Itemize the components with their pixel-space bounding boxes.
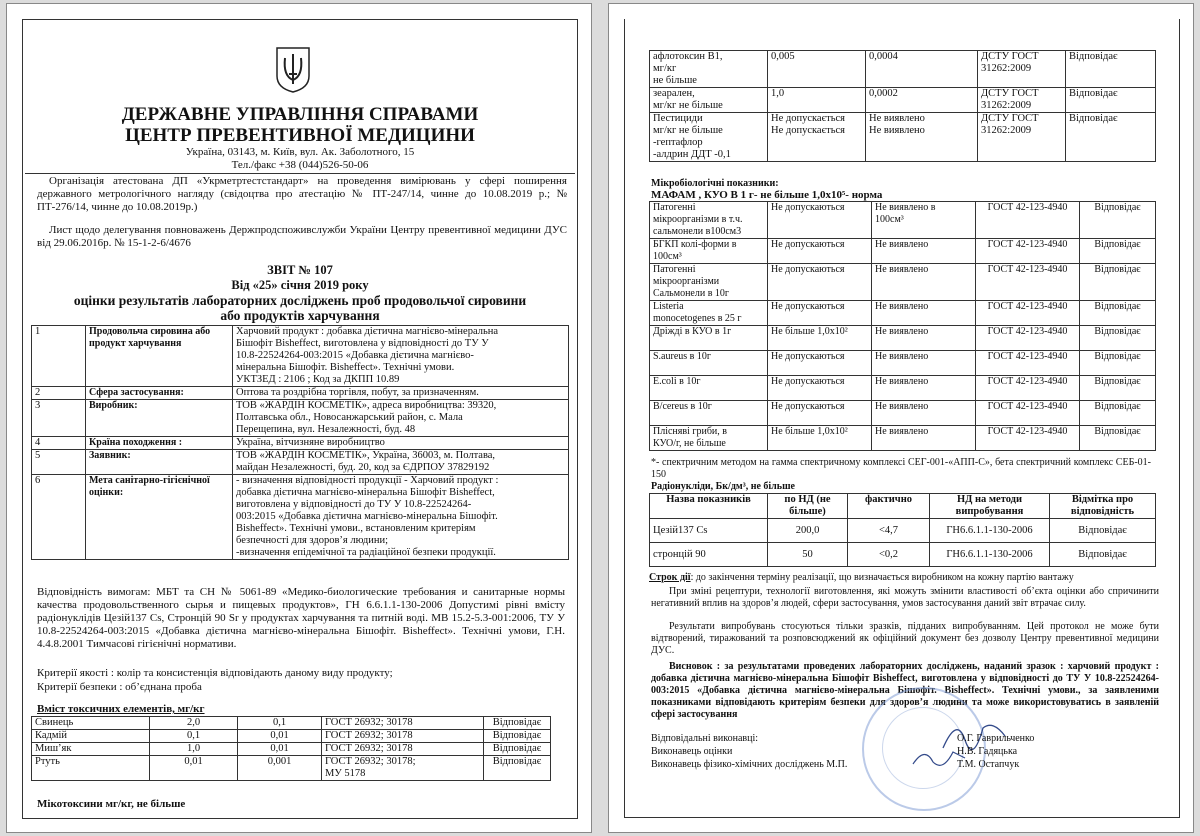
micro-result: Відповідає: [1080, 239, 1156, 264]
product-info-table: [31, 325, 569, 560]
toxic-row: [32, 743, 551, 756]
radio-header-cell: НД на методи випробування: [930, 494, 1050, 519]
cell-line: Не допускається: [771, 125, 845, 136]
toxic-method-line: ГОСТ 26932; 30178: [325, 717, 413, 728]
toxic-method-line: ГОСТ 26932; 30178: [325, 730, 413, 741]
cell-line: Полтавська обл., Новосанжарський район, с. Мала: [236, 412, 463, 423]
delegation-text: Лист щодо делегування повноважень Держпродспоживслужби України Центру превентивної медицини ДУС від 29.06.2016р. № 15-1-2-6/4676: [37, 224, 567, 249]
toxic-norm: 1,0: [150, 743, 238, 756]
indicator-actual: [866, 51, 978, 88]
mycotoxin-row: [650, 51, 1156, 88]
indicator-norm: [768, 88, 866, 113]
spectrometry-note: *- спектричним методом на гамма спектричному комплексі СЕГ-001-«АПП-С», бета спектричний комплекс СЕБ-01-150: [651, 457, 1151, 480]
cell-line: виготовлена у відповідності до ТУ У 10.8-22524264-: [236, 499, 472, 510]
micro-indicator: [650, 326, 768, 351]
micro-method: ГОСТ 42-123-4940: [976, 301, 1080, 326]
indicator-method: [978, 51, 1066, 88]
toxic-norm: 2,0: [150, 717, 238, 730]
micro-actual: [872, 239, 976, 264]
document-page-left: [6, 3, 592, 833]
header-divider: [25, 173, 575, 174]
micro-result: Відповідає: [1080, 202, 1156, 239]
toxic-element-name: Миш’як: [32, 743, 150, 756]
note-results-scope: Результати випробувань стосуються тільки зразків, підданих випробуванням. Цей протокол не може бути відтворений, тиражований та розповсюджений як офіційний документ без дозволу Центру превентивної медицини ДУС.: [651, 621, 1159, 656]
info-row-number: 6: [32, 475, 86, 560]
micro-norm: Не допускаються: [768, 202, 872, 239]
radio-cell: <4,7: [848, 519, 930, 543]
cell-line: сальмонели в100см3: [653, 226, 742, 237]
micro-row: [650, 202, 1156, 239]
document-page-right: [608, 3, 1194, 833]
mycotoxin-row: [650, 88, 1156, 113]
toxic-row: [32, 730, 551, 743]
info-row-value: [233, 475, 569, 560]
info-row-number: 1: [32, 326, 86, 387]
indicator-name: [650, 113, 768, 162]
micro-method: ГОСТ 42-123-4940: [976, 264, 1080, 301]
cell-line: - визначення відповідності продукції - Харчовий продукт :: [236, 475, 499, 486]
micro-method: ГОСТ 42-123-4940: [976, 426, 1080, 451]
coat-of-arms-icon: [273, 46, 313, 94]
cell-line: 10.8-22524264-003:2015 «Добавка дієтична магнієво-: [236, 350, 474, 361]
micro-method: ГОСТ 42-123-4940: [976, 202, 1080, 239]
cell-line: Україна, вітчизняне виробництво: [236, 437, 385, 448]
radio-header-cell: по НД (не більше): [768, 494, 848, 519]
report-subject-line2: або продуктів харчування: [220, 308, 380, 323]
indicator-result: Відповідає: [1066, 51, 1156, 88]
info-row-value: [233, 326, 569, 387]
mycotoxin-row: [650, 113, 1156, 162]
cell-line: мінеральна Бішофіт. Bisheffect». Технічні умови.: [236, 362, 455, 373]
validity-term-label: Строк дії: [649, 572, 691, 583]
radio-cell: Цезій137 Cs: [650, 519, 768, 543]
indicator-result: Відповідає: [1066, 113, 1156, 162]
cell-line: Не виявлено: [875, 426, 929, 437]
cell-line: Патогенні: [653, 264, 696, 275]
micro-actual: [872, 401, 976, 426]
cell-line: афлотоксин В1,: [653, 51, 723, 62]
micro-subtitle: МАФАМ , КУО В 1 г- не більше 1,0х10⁵- норма: [651, 189, 883, 201]
info-row: [32, 400, 569, 437]
info-row-number: 5: [32, 450, 86, 475]
cell-line: Перещепина, вул. Незалежності, буд. 48: [236, 424, 416, 435]
info-row-label: Сфера застосування:: [86, 387, 233, 400]
toxic-element-name: Свинець: [32, 717, 150, 730]
cell-line: Bisheffect». Технічні умови., встановленим критеріям: [236, 523, 476, 534]
cell-line: E.coli в 10г: [653, 376, 701, 387]
micro-norm: Не допускаються: [768, 401, 872, 426]
micro-row: [650, 326, 1156, 351]
micro-result: Відповідає: [1080, 326, 1156, 351]
signature-name: Т.М. Остапчук: [957, 759, 1020, 770]
micro-result: Відповідає: [1080, 264, 1156, 301]
toxic-result: Відповідає: [484, 717, 551, 730]
cell-line: Бішофіт Bisheffect, виготовлена у відповідності до ТУ У: [236, 338, 489, 349]
mycotoxins-title: Мікотоксини мг/кг, не більше: [37, 798, 186, 810]
info-row-label: Виробник:: [86, 400, 233, 437]
cell-line: 003:2015 «Добавка дієтична магнієво-мінеральна Бішофіт.: [236, 511, 498, 522]
toxic-actual: 0,01: [238, 743, 322, 756]
toxic-method: [322, 730, 484, 743]
toxic-result: Відповідає: [484, 730, 551, 743]
micro-method: ГОСТ 42-123-4940: [976, 326, 1080, 351]
cell-line: Сальмонели в 10г: [653, 288, 730, 299]
cell-line: 0,0004: [869, 51, 898, 62]
info-row-number: 3: [32, 400, 86, 437]
radio-row: [650, 519, 1156, 543]
micro-method: ГОСТ 42-123-4940: [976, 239, 1080, 264]
micro-row: [650, 401, 1156, 426]
micro-title: Мікробіологічні показники:: [651, 178, 779, 189]
radio-row: [650, 543, 1156, 567]
note-recipe-change: При зміні рецептури, технології виготовлення, які можуть змінити властивості об’єкта оцінки або спричинити негативний вплив на здоров’я людей, сфери застосування, умов застосування даний звіт втрачає силу.: [651, 586, 1159, 609]
toxic-actual: 0,01: [238, 730, 322, 743]
cell-line: -алдрин ДДТ -0,1: [653, 149, 731, 160]
toxic-norm: 0,01: [150, 756, 238, 781]
micro-actual: [872, 426, 976, 451]
cell-line: S.aureus в 10г: [653, 351, 711, 362]
cell-line: 0,0002: [869, 88, 898, 99]
safety-criteria: Критерії безпеки : об’єднана проба: [37, 681, 202, 693]
radio-cell: Відповідає: [1050, 519, 1156, 543]
info-row-label: Продовольча сировина або продукт харчування: [86, 326, 233, 387]
micro-indicator: [650, 239, 768, 264]
micro-row: [650, 426, 1156, 451]
org-address: Україна, 03143, м. Київ, вул. Ак. Заболотного, 15: [185, 146, 415, 158]
cell-line: -гептафлор: [653, 137, 703, 148]
toxic-norm: 0,1: [150, 730, 238, 743]
cell-line: Не виявлено: [875, 239, 929, 250]
compliance-text: Відповідність вимогам: МБТ та СН № 5061-89 «Медико-биологические требования и санитарные нормы качества продовольственного сырья и пищевых продуктов», ГН 6.6.1.1-130-2006 Допустимі рівні вмісту радіонуклідів Цезій137 Cs, Стронцій 90 Sr у продуктах харчування та питній воді. МВ 15.2-5.3-001:2006, ТУ У 10.8-22524264-003:2015 «Добавка дієтична магнієво-мінеральна Бішофіт. Bisheffect». Технічні умови, Г.Н. 4.4.8.2001 Тимчасові гігієнічні нормативи.: [37, 586, 565, 650]
micro-result: Відповідає: [1080, 426, 1156, 451]
signature-role: Відповідальні виконавці:: [651, 733, 759, 744]
report-subject-line1: оцінки результатів лабораторних досліджень проб продовольчої сировини: [73, 293, 527, 308]
cell-line: Не виявлено: [875, 326, 929, 337]
micro-row: [650, 264, 1156, 301]
micro-norm: Не допускаються: [768, 264, 872, 301]
micro-result: Відповідає: [1080, 401, 1156, 426]
cell-line: Не допускається: [771, 113, 845, 124]
info-row: [32, 326, 569, 387]
indicator-result: Відповідає: [1066, 88, 1156, 113]
cell-line: Харчовий продукт : добавка дієтична магнієво-мінеральна: [236, 326, 499, 337]
org-title: ДЕРЖАВНЕ УПРАВЛІННЯ СПРАВАМИ: [121, 104, 479, 125]
radio-cell: Відповідає: [1050, 543, 1156, 567]
validity-term-text: : до закінчення терміну реалізації, що визначається виробником на кожну партію вантажу: [690, 572, 1074, 583]
toxic-method: [322, 717, 484, 730]
toxic-result: Відповідає: [484, 743, 551, 756]
cell-line: добавка дієтична магнієво-мінеральна Бішофіт Bisheffect,: [236, 487, 495, 498]
cell-line: Не виявлено: [875, 301, 929, 312]
toxic-actual: 0,001: [238, 756, 322, 781]
micro-indicator: [650, 301, 768, 326]
cell-line: мг/кг не більше: [653, 125, 723, 136]
micro-norm: Не допускаються: [768, 351, 872, 376]
toxic-element-name: Кадмій: [32, 730, 150, 743]
micro-actual: [872, 264, 976, 301]
radio-cell: 200,0: [768, 519, 848, 543]
signature-role: Виконавець оцінки: [651, 746, 733, 757]
microbiology-table: [649, 201, 1156, 451]
micro-method: ГОСТ 42-123-4940: [976, 376, 1080, 401]
cell-line: мікроорганізми: [653, 276, 720, 287]
radionuclides-table: [649, 493, 1156, 567]
info-row-value: [233, 450, 569, 475]
micro-indicator: [650, 426, 768, 451]
toxic-actual: 0,1: [238, 717, 322, 730]
radio-header-cell: фактично: [848, 494, 930, 519]
cell-line: Не виявлено: [875, 351, 929, 362]
cell-line: КУО/г, не більше: [653, 438, 726, 449]
micro-actual: [872, 376, 976, 401]
report-number: ЗВІТ № 107: [267, 263, 333, 277]
micro-norm: Не більше 1,0х10²: [768, 426, 872, 451]
cell-line: ДСТУ ГОСТ: [981, 113, 1039, 124]
cell-line: Оптова та роздрібна торгівля, побут, за призначенням.: [236, 387, 479, 398]
cell-line: Плісняві гриби, в: [653, 426, 727, 437]
mycotoxins-table: [649, 50, 1156, 162]
toxic-method-line: ГОСТ 26932; 30178: [325, 743, 413, 754]
indicator-method: [978, 113, 1066, 162]
radio-cell: <0,2: [848, 543, 930, 567]
indicator-name: [650, 88, 768, 113]
toxic-method-line: ГОСТ 26932; 30178;: [325, 756, 416, 767]
info-row: [32, 450, 569, 475]
micro-row: [650, 301, 1156, 326]
indicator-norm: [768, 51, 866, 88]
info-row-number: 2: [32, 387, 86, 400]
radio-cell: 50: [768, 543, 848, 567]
micro-indicator: [650, 376, 768, 401]
info-row-label: Заявник:: [86, 450, 233, 475]
radio-cell: ГН6.6.1.1-130-2006: [930, 543, 1050, 567]
micro-actual: [872, 301, 976, 326]
micro-row: [650, 376, 1156, 401]
cell-line: ДСТУ ГОСТ: [981, 51, 1039, 62]
signature-role: Виконавець фізико-хімічних досліджень М.П.: [651, 759, 848, 770]
cell-line: 31262:2009: [981, 100, 1032, 111]
micro-result: Відповідає: [1080, 301, 1156, 326]
cell-line: 31262:2009: [981, 125, 1032, 136]
micro-norm: Не допускаються: [768, 376, 872, 401]
cell-line: ТОВ «ЖАРДІН КОСМЕТІК», адреса виробництва: 39320,: [236, 400, 497, 411]
micro-actual: [872, 202, 976, 239]
signature-name: О.Г. Гаврильченко: [957, 733, 1035, 744]
info-row-label: Мета санітарно-гігієнічної оцінки:: [86, 475, 233, 560]
cell-line: 31262:2009: [981, 63, 1032, 74]
info-row-value: [233, 437, 569, 450]
radio-cell: ГН6.6.1.1-130-2006: [930, 519, 1050, 543]
info-row: [32, 437, 569, 450]
cell-line: не більше: [653, 75, 697, 86]
conclusion-text: за результатами проведених лабораторних досліджень, наданий зразок : харчовий продукт : добавка дієтична магнієво-мінеральна Бішофіт Bisheffect, виготовлена у відповідності до ТУ У 10.8-22524264-003:2015 «Добавка дієтична магнієво-мінеральна Бішофіт. Bisheffect». Технічні умови., за заявленими показниками відповідають критеріям безпеки для здоров’я людини та може використовуватись в заявленій сфері застосування: [651, 661, 1160, 720]
micro-row: [650, 239, 1156, 264]
cell-line: -визначення епідемічної та радіаційної безпеки продукції.: [236, 547, 496, 558]
cell-line: БГКП колі-форми в: [653, 239, 737, 250]
cell-line: 1,0: [771, 88, 785, 99]
indicator-norm: [768, 113, 866, 162]
toxic-elements-title: Вміст токсичних елементів, мг/кг: [37, 703, 205, 715]
quality-criteria: Критерії якості : колір та консистенція відповідають даному виду продукту;: [37, 667, 393, 679]
radio-header-cell: Назва показників: [650, 494, 768, 519]
micro-indicator: [650, 264, 768, 301]
cell-line: ТОВ «ЖАРДІН КОСМЕТІК», Україна, 36003, м. Полтава,: [236, 450, 496, 461]
micro-method: ГОСТ 42-123-4940: [976, 401, 1080, 426]
micro-method: ГОСТ 42-123-4940: [976, 351, 1080, 376]
cell-line: Не виявлено в: [875, 202, 936, 213]
cell-line: майдан Незалежності, буд. 20, код за ЄДРПОУ 37829192: [236, 462, 490, 473]
cell-line: зеарален,: [653, 88, 695, 99]
cell-line: ДСТУ ГОСТ: [981, 88, 1039, 99]
micro-row: [650, 351, 1156, 376]
micro-norm: Не більше 1,0х10²: [768, 326, 872, 351]
radionuclides-title: Радіонукліди, Бк/дм³, не більше: [651, 481, 795, 492]
accreditation-text: Організація атестована ДП «Укрметртестстандарт» на проведення вимірювань у сфері поширення державного метрологічного нагляду (свідоцтва про атестацію № ПТ-247/14, чинне до 10.08.2019 р.; № ПТ-276/14, чинне до 10.08.2019р.): [37, 175, 567, 213]
cell-line: 100см³: [875, 214, 904, 225]
cell-line: Пестициди: [653, 113, 703, 124]
cell-line: 100см³: [653, 251, 682, 262]
cell-line: Listeria: [653, 301, 684, 312]
cell-line: 0,005: [771, 51, 795, 62]
micro-indicator: [650, 202, 768, 239]
cell-line: Дріжді в КУО в 1г: [653, 326, 732, 337]
toxic-method-extra: МУ 5178: [325, 768, 366, 779]
radio-cell: стронцій 90: [650, 543, 768, 567]
micro-actual: [872, 351, 976, 376]
cell-line: B/cereus в 10г: [653, 401, 712, 412]
cell-line: Не виявлено: [869, 113, 925, 124]
cell-line: УКТЗЕД : 2106 ; Код за ДКПП 10.89: [236, 374, 400, 385]
micro-norm: Не допускаються: [768, 239, 872, 264]
micro-result: Відповідає: [1080, 376, 1156, 401]
indicator-name: [650, 51, 768, 88]
cell-line: Не виявлено: [869, 125, 925, 136]
micro-indicator: [650, 401, 768, 426]
micro-norm: Не допускаються: [768, 301, 872, 326]
info-row: [32, 475, 569, 560]
toxic-result: Відповідає: [484, 756, 551, 781]
validity-term: [649, 572, 1159, 584]
cell-line: Не виявлено: [875, 401, 929, 412]
info-row-number: 4: [32, 437, 86, 450]
micro-result: Відповідає: [1080, 351, 1156, 376]
toxic-row: [32, 756, 551, 781]
info-row-value: [233, 400, 569, 437]
conclusion-label: Висновок :: [669, 661, 721, 672]
toxic-row: [32, 717, 551, 730]
cell-line: мг/кг: [653, 63, 677, 74]
indicator-actual: [866, 113, 978, 162]
micro-actual: [872, 326, 976, 351]
info-row-value: [233, 387, 569, 400]
org-phone: Тел./факс +38 (044)526-50-06: [231, 159, 369, 171]
toxic-method: [322, 743, 484, 756]
signature-name: Н.В. Гадяцька: [957, 746, 1018, 757]
cell-line: Не виявлено: [875, 264, 929, 275]
info-row: [32, 387, 569, 400]
cell-line: мг/кг не більше: [653, 100, 723, 111]
cell-line: безпечності для здоров’я людини;: [236, 535, 389, 546]
toxic-method: [322, 756, 484, 781]
cell-line: мікроорганізми в т.ч.: [653, 214, 743, 225]
indicator-actual: [866, 88, 978, 113]
micro-indicator: [650, 351, 768, 376]
cell-line: Патогенні: [653, 202, 696, 213]
indicator-method: [978, 88, 1066, 113]
info-row-label: Країна походження :: [86, 437, 233, 450]
report-date: Від «25» січня 2019 року: [231, 278, 369, 292]
org-subtitle: ЦЕНТР ПРЕВЕНТИВНОЇ МЕДИЦИНИ: [125, 125, 475, 146]
cell-line: monocetogenes в 25 г: [653, 313, 742, 324]
radio-header-cell: Відмітка про відповідність: [1050, 494, 1156, 519]
toxic-elements-table: [31, 716, 551, 781]
cell-line: Не виявлено: [875, 376, 929, 387]
toxic-element-name: Ртуть: [32, 756, 150, 781]
